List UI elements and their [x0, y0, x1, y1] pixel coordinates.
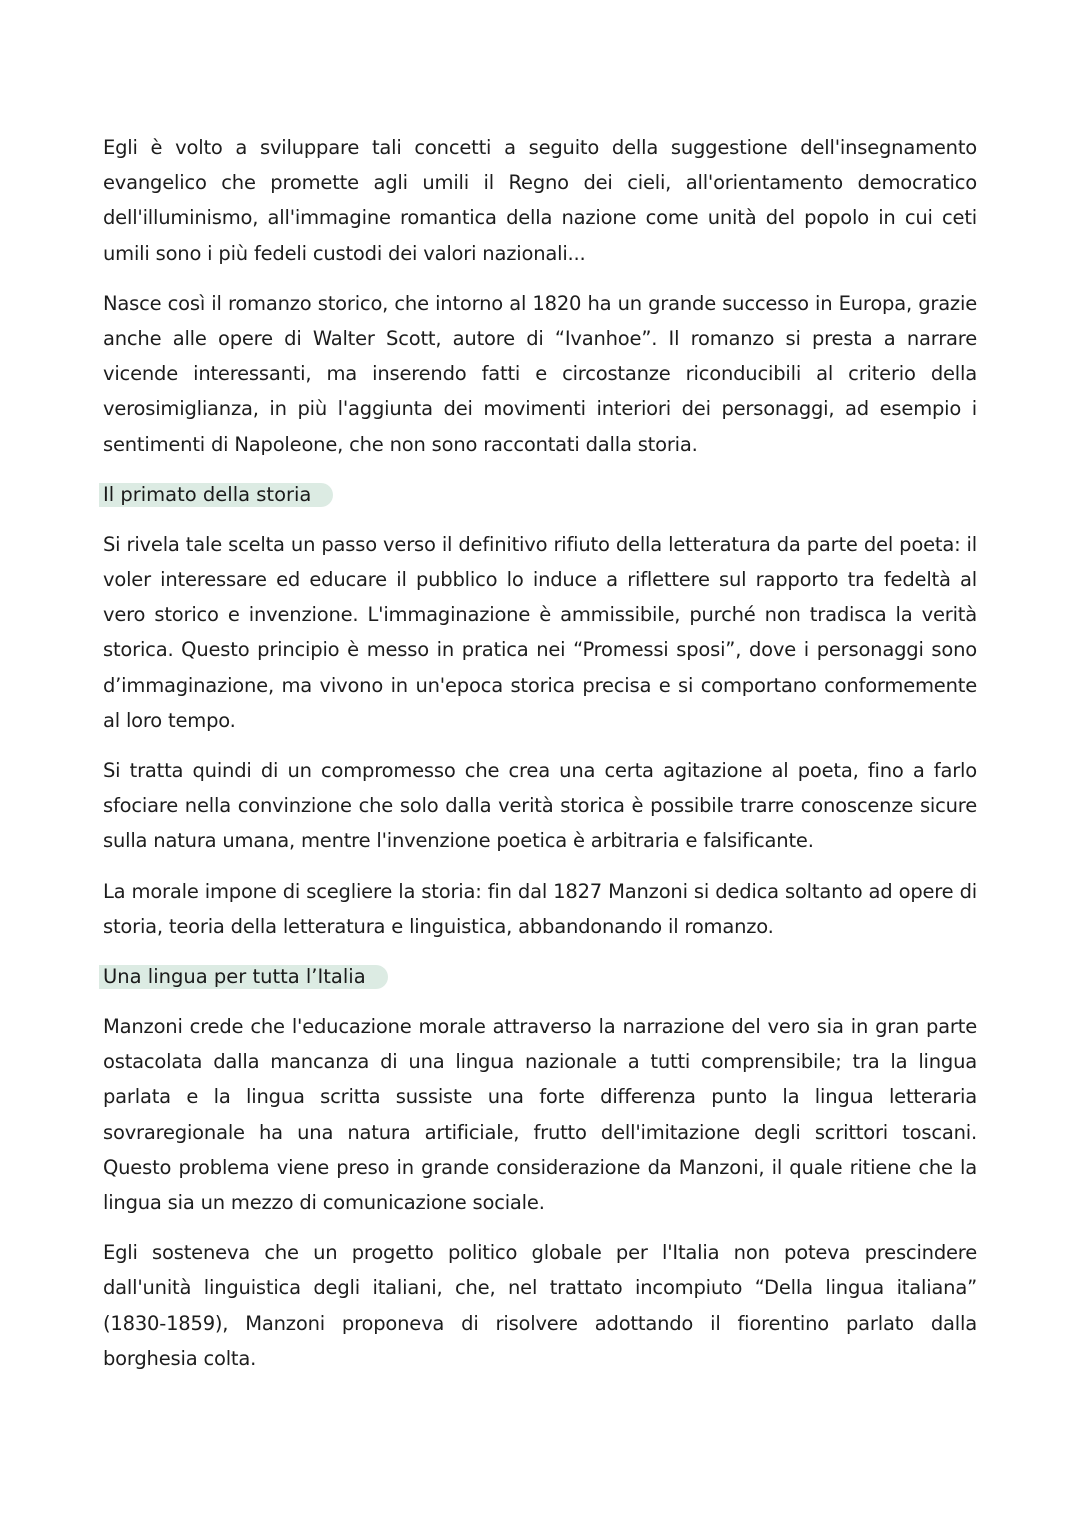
paragraph: La morale impone di scegliere la storia: fin dal 1827 Manzoni si dedica soltanto ad opere di storia, teoria della letteratura e linguistica, abbandonando il romanzo. [103, 879, 977, 938]
document-page [103, 130, 977, 1391]
section-heading [99, 477, 977, 512]
paragraph: Manzoni crede che l'educazione morale attraverso la narrazione del vero sia in gran parte ostacolata dalla mancanza di una lingua nazionale a tutti comprensibile; tra la lingua parlata e la lingua scritta sussiste una forte differenza punto la lingua letteraria sovraregionale ha una natura artificiale, frutto dell'imitazione degli scrittori toscani. Questo problema viene preso in grande considerazione da Manzoni, il quale ritiene che la lingua sia un mezzo di comunicazione sociale. [103, 1015, 977, 1215]
section-heading-text: Una lingua per tutta l’Italia [99, 965, 388, 989]
section-heading [99, 959, 977, 994]
paragraph: Nasce così il romanzo storico, che intorno al 1820 ha un grande successo in Europa, grazie anche alle opere di Walter Scott, autore di “Ivanhoe”. Il romanzo si presta a narrare vicende interessanti, ma inserendo fatti e circostanze riconducibili al criterio della verosimiglianza, in più l'aggiunta dei movimenti interiori dei personaggi, ad esempio i sentimenti di Napoleone, che non sono raccontati dalla storia. [103, 291, 977, 456]
section-heading-text: Il primato della storia [99, 483, 333, 507]
paragraph: Si tratta quindi di un compromesso che crea una certa agitazione al poeta, fino a farlo sfociare nella convinzione che solo dalla verità storica è possibile trarre conoscenze sicure sulla natura umana, mentre l'invenzione poetica è arbitraria e falsificante. [103, 759, 977, 853]
paragraph: Egli è volto a sviluppare tali concetti a seguito della suggestione dell'insegnamento evangelico che promette agli umili il Regno dei cieli, all'orientamento democratico dell'illuminismo, all'immagine romantica della nazione come unità del popolo in cui ceti umili sono i più fedeli custodi dei valori nazionali... [103, 136, 977, 265]
paragraph: Egli sosteneva che un progetto politico globale per l'Italia non poteva prescindere dall'unità linguistica degli italiani, che, nel trattato incompiuto “Della lingua italiana” (1830-1859), Manzoni proponeva di risolvere adottando il fiorentino parlato dalla borghesia colta. [103, 1241, 977, 1370]
paragraph: Si rivela tale scelta un passo verso il definitivo rifiuto della letteratura da parte del poeta: il voler interessare ed educare il pubblico lo induce a riflettere sul rapporto tra fedeltà al vero storico e invenzione. L'immaginazione è ammissibile, purché non tradisca la verità storica. Questo principio è messo in pratica nei “Promessi sposi”, dove i personaggi sono d’immaginazione, ma vivono in un'epoca storica precisa e si comportano conformemente al loro tempo. [103, 532, 977, 732]
